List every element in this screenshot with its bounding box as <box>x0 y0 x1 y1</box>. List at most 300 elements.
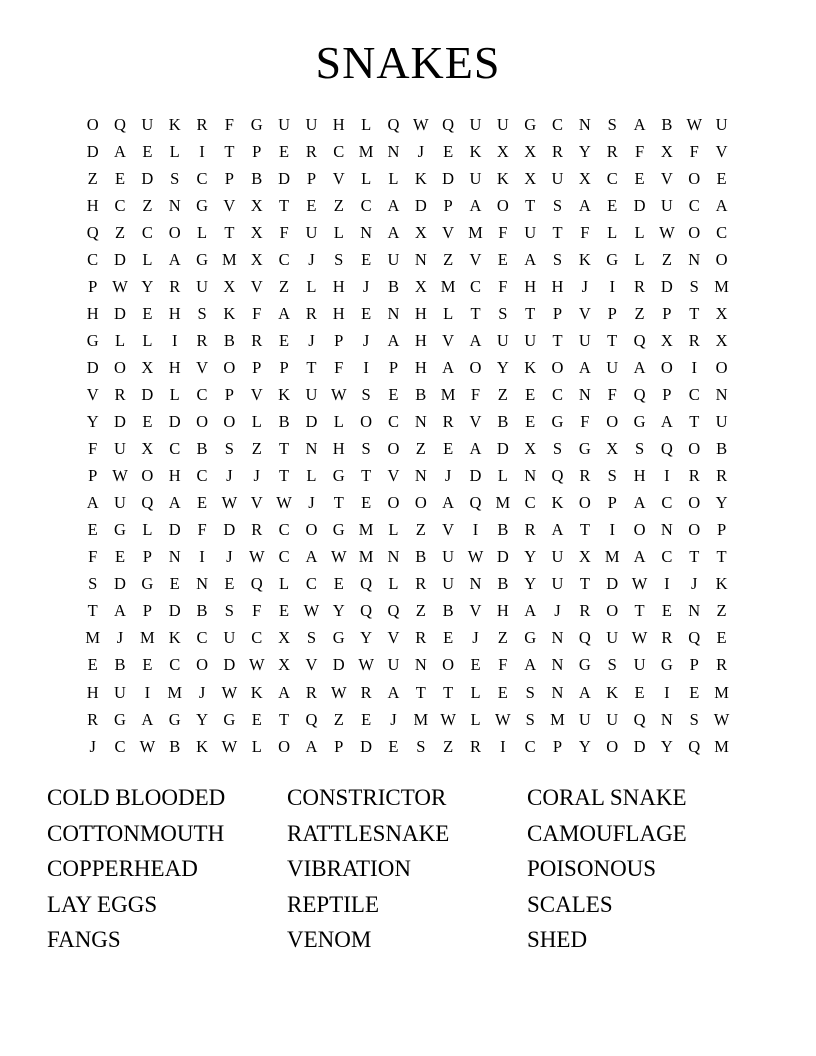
grid-letter: O <box>688 520 701 540</box>
grid-letter: C <box>196 466 208 486</box>
grid-letter: C <box>87 249 99 269</box>
grid-letter: O <box>196 412 208 432</box>
grid-letter: T <box>306 357 317 377</box>
grid-letter: E <box>607 195 618 215</box>
grid-letter: C <box>278 520 290 540</box>
grid-letter: P <box>334 330 344 350</box>
grid-letter: G <box>196 249 208 269</box>
grid-letter: L <box>306 466 317 486</box>
grid-letter: J <box>472 628 479 648</box>
grid-letter: R <box>415 628 427 648</box>
grid-letter: A <box>633 114 646 134</box>
grid-letter: J <box>362 276 370 296</box>
grid-letter: O <box>278 736 291 756</box>
grid-letter: U <box>141 114 154 134</box>
grid-letter: T <box>552 222 563 242</box>
grid-letter: V <box>469 249 482 269</box>
grid-letter: C <box>141 222 153 242</box>
grid-letter: G <box>141 574 154 594</box>
grid-letter: E <box>142 141 153 161</box>
grid-letter: A <box>633 357 646 377</box>
grid-letter: O <box>442 655 455 675</box>
grid-letter: Y <box>196 709 208 729</box>
grid-letter: T <box>716 547 727 567</box>
grid-letter: Y <box>360 628 373 648</box>
grid-letter: U <box>196 276 208 296</box>
grid-letter: C <box>196 168 208 188</box>
grid-letter: C <box>688 384 700 404</box>
word-list-item: CAMOUFLAGE <box>527 820 687 846</box>
grid-letter: F <box>580 412 590 432</box>
grid-letter: M <box>358 141 374 161</box>
grid-letter: S <box>689 276 699 296</box>
grid-letter: G <box>578 655 591 675</box>
grid-letter: B <box>169 736 181 756</box>
grid-letter: J <box>253 466 260 486</box>
grid-letter: I <box>609 520 615 540</box>
grid-letter: S <box>88 574 98 594</box>
grid-letter: D <box>633 195 646 215</box>
grid-letter: L <box>142 520 153 540</box>
grid-letter: A <box>578 357 591 377</box>
grid-letter: P <box>306 168 317 188</box>
grid-letter: K <box>278 384 291 404</box>
grid-letter: J <box>581 276 589 296</box>
word-list-item: CONSTRICTOR <box>287 785 447 810</box>
grid-letter: D <box>414 195 427 215</box>
grid-letter: P <box>224 168 234 188</box>
grid-letter: A <box>387 222 400 242</box>
grid-letter: T <box>634 601 645 621</box>
grid-letter: R <box>196 114 208 134</box>
grid-letter: X <box>715 330 728 350</box>
grid-letter: U <box>606 628 619 648</box>
grid-letter: N <box>387 141 400 161</box>
word-list-column <box>527 780 767 958</box>
grid-letter: H <box>168 303 181 323</box>
grid-letter: Q <box>387 114 400 134</box>
grid-letter: L <box>142 249 153 269</box>
grid-letter: F <box>607 384 617 404</box>
grid-letter: H <box>168 357 181 377</box>
grid-letter: L <box>169 141 180 161</box>
grid-letter: G <box>578 439 591 459</box>
grid-letter: A <box>524 249 537 269</box>
grid-letter: P <box>334 736 344 756</box>
grid-letter: P <box>716 520 727 540</box>
grid-letter: N <box>414 466 427 486</box>
grid-letter: E <box>333 574 344 594</box>
grid-letter: W <box>221 736 238 756</box>
grid-letter: A <box>168 493 181 513</box>
grid-letter: M <box>358 547 374 567</box>
grid-letter: L <box>169 384 180 404</box>
grid-letter: E <box>661 601 672 621</box>
grid-letter: H <box>414 303 427 323</box>
grid-letter: F <box>334 357 344 377</box>
grid-letter: Q <box>633 330 646 350</box>
grid-letter: N <box>524 466 537 486</box>
grid-letter: B <box>497 412 509 432</box>
grid-letter: G <box>114 520 126 540</box>
word-list-column <box>287 780 527 958</box>
grid-letter: R <box>415 574 427 594</box>
grid-letter: L <box>333 222 344 242</box>
grid-letter: B <box>114 655 126 675</box>
grid-letter: G <box>633 412 646 432</box>
grid-letter: D <box>223 655 236 675</box>
grid-letter: C <box>114 736 126 756</box>
grid-letter: A <box>578 195 591 215</box>
grid-letter: Z <box>443 249 454 269</box>
grid-letter: C <box>688 195 700 215</box>
grid-letter: T <box>470 303 481 323</box>
grid-letter: U <box>578 709 591 729</box>
grid-letter: S <box>689 709 699 729</box>
grid-letter: U <box>633 655 646 675</box>
grid-letter: U <box>551 547 564 567</box>
grid-letter: D <box>442 168 455 188</box>
grid-letter: D <box>469 466 482 486</box>
grid-letter: W <box>358 655 374 675</box>
grid-letter: J <box>444 466 452 486</box>
grid-letter: T <box>333 493 344 513</box>
grid-letter: D <box>141 168 154 188</box>
grid-letter: N <box>360 222 373 242</box>
grid-letter: X <box>223 276 236 296</box>
grid-letter: I <box>664 466 670 486</box>
grid-letter: V <box>469 601 482 621</box>
grid-letter: Q <box>305 709 318 729</box>
grid-letter: E <box>142 655 153 675</box>
grid-letter: U <box>551 574 564 594</box>
grid-letter: E <box>361 709 372 729</box>
grid-letter: G <box>524 628 537 648</box>
grid-letter: V <box>223 195 236 215</box>
grid-letter: P <box>142 601 152 621</box>
grid-letter: A <box>168 249 181 269</box>
word-list-item: FANGS <box>47 927 121 952</box>
grid-letter: D <box>278 168 291 188</box>
grid-letter: S <box>224 601 234 621</box>
grid-letter: X <box>141 439 154 459</box>
word-list-item: POISONOUS <box>527 856 657 881</box>
grid-letter: H <box>551 276 564 296</box>
grid-letter: J <box>226 547 233 567</box>
grid-letter: B <box>415 547 427 567</box>
grid-letter: C <box>661 493 673 513</box>
grid-letter: A <box>278 682 291 702</box>
grid-letter: C <box>251 628 263 648</box>
grid-letter: D <box>496 547 509 567</box>
grid-letter: L <box>279 574 290 594</box>
grid-letter: P <box>552 303 563 323</box>
grid-letter: S <box>525 682 535 702</box>
grid-letter: F <box>498 222 508 242</box>
grid-letter: F <box>689 141 699 161</box>
grid-letter: U <box>578 330 591 350</box>
grid-letter: X <box>578 168 591 188</box>
grid-letter: X <box>524 141 537 161</box>
grid-letter: A <box>114 601 126 621</box>
grid-letter: E <box>279 141 290 161</box>
grid-letter: N <box>196 574 208 594</box>
grid-letter: N <box>551 655 564 675</box>
grid-letter: Y <box>496 357 509 377</box>
grid-letter: L <box>388 574 399 594</box>
grid-letter: E <box>361 303 372 323</box>
grid-letter: E <box>388 736 399 756</box>
grid-letter: S <box>552 195 563 215</box>
grid-letter: M <box>440 276 456 296</box>
grid-letter: D <box>332 655 345 675</box>
grid-letter: F <box>197 520 207 540</box>
grid-letter: S <box>334 249 344 269</box>
grid-letter: G <box>332 520 345 540</box>
grid-letter: U <box>496 114 509 134</box>
grid-letter: U <box>496 330 509 350</box>
grid-letter: W <box>303 601 320 621</box>
grid-letter: K <box>606 682 619 702</box>
grid-letter: C <box>305 574 317 594</box>
grid-letter: O <box>305 520 318 540</box>
grid-letter: L <box>470 682 481 702</box>
grid-letter: W <box>221 493 238 513</box>
grid-letter: R <box>579 466 591 486</box>
grid-letter: Z <box>661 249 672 269</box>
grid-letter: B <box>196 601 208 621</box>
grid-letter: L <box>251 736 262 756</box>
grid-letter: X <box>715 303 728 323</box>
grid-letter: U <box>305 222 318 242</box>
grid-letter: W <box>659 222 675 242</box>
grid-letter: V <box>305 655 318 675</box>
grid-letter: C <box>114 195 126 215</box>
grid-letter: I <box>363 357 369 377</box>
grid-letter: C <box>716 222 728 242</box>
grid-letter: I <box>144 682 151 702</box>
grid-letter: W <box>686 114 703 134</box>
grid-letter: M <box>714 682 729 702</box>
grid-letter: E <box>497 249 508 269</box>
grid-letter: L <box>142 330 153 350</box>
grid-letter: P <box>689 655 699 675</box>
grid-letter: Y <box>660 736 673 756</box>
grid-letter: J <box>390 709 397 729</box>
grid-letter: C <box>278 249 290 269</box>
grid-letter: Y <box>715 493 728 513</box>
word-list-item: COPPERHEAD <box>47 856 198 881</box>
grid-letter: R <box>634 276 646 296</box>
grid-letter: E <box>87 520 98 540</box>
grid-letter: V <box>86 384 99 404</box>
grid-letter: R <box>169 276 181 296</box>
grid-letter: T <box>525 195 536 215</box>
grid-letter: Q <box>469 493 482 513</box>
grid-letter: V <box>332 168 345 188</box>
grid-letter: X <box>524 439 537 459</box>
grid-letter: U <box>114 439 126 459</box>
grid-letter: T <box>87 601 98 621</box>
grid-letter: D <box>633 736 646 756</box>
grid-letter: E <box>279 330 290 350</box>
grid-letter: H <box>332 439 345 459</box>
grid-letter: W <box>248 655 265 675</box>
grid-letter: N <box>168 195 181 215</box>
grid-letter: J <box>362 330 370 350</box>
grid-letter: S <box>607 466 617 486</box>
grid-letter: D <box>360 736 373 756</box>
grid-letter: C <box>169 439 181 459</box>
grid-letter: E <box>470 655 481 675</box>
grid-letter: M <box>167 682 183 702</box>
grid-letter: S <box>634 439 645 459</box>
grid-letter: G <box>332 466 345 486</box>
grid-letter: O <box>578 493 591 513</box>
grid-letter: N <box>688 249 701 269</box>
word-list-item: REPTILE <box>287 891 379 917</box>
grid-letter: F <box>88 547 98 567</box>
grid-letter: H <box>414 330 427 350</box>
grid-letter: A <box>469 439 482 459</box>
grid-letter: R <box>579 601 591 621</box>
grid-letter: G <box>660 655 673 675</box>
word-list <box>47 780 769 958</box>
grid-letter: I <box>171 330 178 350</box>
grid-letter: B <box>661 114 673 134</box>
grid-letter: G <box>114 709 126 729</box>
grid-letter: M <box>468 222 483 242</box>
grid-letter: C <box>469 276 481 296</box>
grid-letter: L <box>361 168 372 188</box>
grid-letter: R <box>360 682 372 702</box>
grid-letter: L <box>634 222 645 242</box>
grid-letter: A <box>387 682 400 702</box>
grid-letter: W <box>276 493 292 513</box>
grid-letter: T <box>689 547 700 567</box>
grid-letter: M <box>604 547 620 567</box>
grid-letter: Q <box>633 709 646 729</box>
grid-letter: C <box>333 141 345 161</box>
grid-letter: Z <box>634 303 645 323</box>
word-list-item: SCALES <box>527 891 613 917</box>
grid-letter: L <box>634 249 645 269</box>
grid-letter: Z <box>415 520 426 540</box>
grid-letter: N <box>551 628 564 648</box>
grid-letter: V <box>715 141 728 161</box>
grid-letter: H <box>414 357 427 377</box>
grid-letter: P <box>662 303 672 323</box>
grid-letter: U <box>715 412 728 432</box>
grid-letter: T <box>552 330 563 350</box>
grid-letter: O <box>387 439 400 459</box>
grid-letter: O <box>606 736 619 756</box>
grid-letter: F <box>252 601 262 621</box>
grid-letter: S <box>170 168 180 188</box>
grid-letter: V <box>250 493 263 513</box>
grid-letter: L <box>306 276 317 296</box>
grid-letter: E <box>525 384 536 404</box>
grid-letter: S <box>361 439 371 459</box>
word-list-item: VENOM <box>287 927 372 952</box>
grid-letter: E <box>87 655 98 675</box>
grid-letter: G <box>524 114 537 134</box>
grid-letter: A <box>442 493 455 513</box>
grid-letter: C <box>196 384 208 404</box>
grid-letter: C <box>606 168 618 188</box>
grid-letter: Z <box>497 384 508 404</box>
grid-letter: S <box>197 303 207 323</box>
grid-letter: P <box>607 493 617 513</box>
grid-letter: P <box>388 357 399 377</box>
grid-letter: B <box>415 384 427 404</box>
grid-letter: D <box>86 141 99 161</box>
grid-letter: A <box>141 709 154 729</box>
grid-letter: A <box>305 736 318 756</box>
grid-letter: P <box>607 303 617 323</box>
grid-letter: O <box>715 249 728 269</box>
grid-letter: V <box>578 303 591 323</box>
grid-letter: H <box>86 303 99 323</box>
grid-letter: Q <box>250 574 263 594</box>
grid-letter: V <box>442 520 455 540</box>
grid-letter: V <box>442 330 455 350</box>
grid-letter: N <box>414 655 427 675</box>
grid-letter: B <box>196 439 208 459</box>
grid-letter: K <box>551 493 564 513</box>
grid-letter: X <box>141 357 154 377</box>
grid-letter: X <box>524 168 537 188</box>
word-list-item: VIBRATION <box>287 856 411 881</box>
grid-letter: B <box>223 330 235 350</box>
grid-letter: L <box>388 520 399 540</box>
grid-letter: A <box>442 357 455 377</box>
grid-letter: O <box>168 222 181 242</box>
grid-letter: B <box>278 412 290 432</box>
grid-letter: E <box>443 141 454 161</box>
grid-letter: K <box>223 303 236 323</box>
grid-letter: P <box>224 384 234 404</box>
grid-letter: N <box>305 439 318 459</box>
grid-letter: T <box>689 412 700 432</box>
grid-letter: R <box>305 141 317 161</box>
grid-letter: R <box>716 466 728 486</box>
grid-letter: G <box>223 709 236 729</box>
grid-letter: Y <box>578 736 591 756</box>
grid-letter: T <box>224 222 235 242</box>
grid-letter: O <box>223 412 236 432</box>
grid-letter: E <box>634 168 645 188</box>
grid-letter: L <box>361 114 372 134</box>
grid-letter: D <box>114 412 126 432</box>
grid-letter: Z <box>716 601 727 621</box>
grid-letter: Z <box>333 709 344 729</box>
grid-letter: T <box>579 520 590 540</box>
grid-letter: W <box>330 384 347 404</box>
grid-letter: O <box>660 357 673 377</box>
grid-letter: B <box>251 168 263 188</box>
grid-letter: S <box>361 384 371 404</box>
grid-letter: P <box>142 547 152 567</box>
grid-letter: A <box>551 520 564 540</box>
grid-letter: W <box>112 466 128 486</box>
grid-letter: Q <box>633 384 646 404</box>
grid-letter: U <box>387 655 400 675</box>
grid-letter: G <box>332 628 345 648</box>
grid-letter: K <box>168 114 181 134</box>
grid-letter: K <box>168 628 181 648</box>
grid-letter: E <box>224 574 235 594</box>
